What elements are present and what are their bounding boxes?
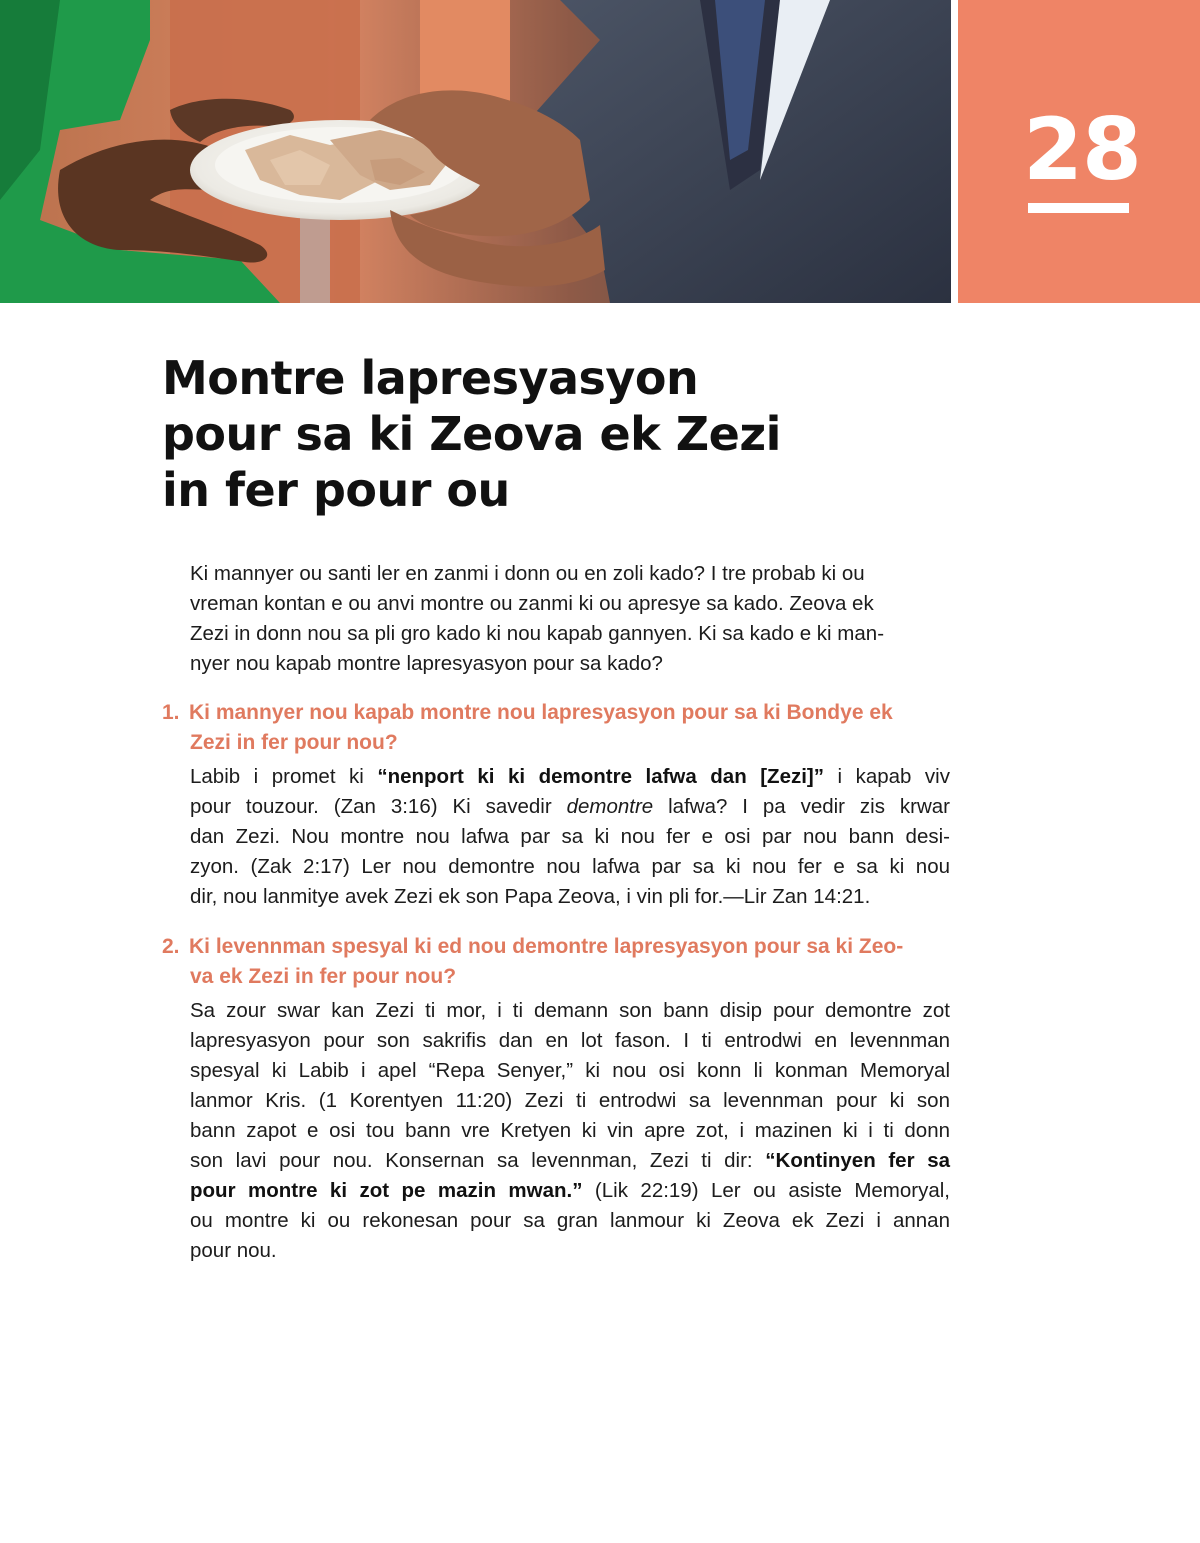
answer-text: i kapab viv (824, 765, 950, 788)
answer-text: lafwa? I pa vedir zis krwar (653, 795, 950, 818)
answer-text: spesyal ki Labib i apel “Repa Senyer,” ki nou osi konn li konman Memoryal (190, 1059, 950, 1082)
chapter-badge (958, 0, 1200, 303)
emphasis-word: demontre (566, 795, 654, 818)
answer-text: son lavi pour nou. Konsernan sa levennman, Zezi ti dir: (190, 1149, 766, 1172)
answer-text: ou montre ki ou rekonesan pour sa gran lanmour ki Zeova ek Zezi i annan (190, 1209, 950, 1232)
answer-text: Labib i promet ki (190, 765, 378, 788)
intro-line: Ki mannyer ou santi ler en zanmi i donn ou en zoli kado? I tre probab ki ou (190, 562, 865, 585)
intro-line: Zezi in donn nou sa pli gro kado ki nou kapab gannyen. Ki sa kado e ki man- (190, 622, 885, 645)
bread-plate-illustration (0, 0, 951, 303)
question-2 (162, 932, 952, 992)
answer-text: dir, nou lanmitye avek Zezi ek son Papa Zeova, i vin pli for.—Lir Zan 14:21. (190, 885, 871, 908)
question-number: 1. (162, 701, 180, 724)
scripture-quote: “Kontinyen fer sa (765, 1149, 950, 1172)
question-text: va ek Zezi in fer pour nou? (190, 965, 457, 988)
title-line: pour sa ki Zeova ek Zezi (162, 407, 781, 461)
intro-line: vreman kontan e ou anvi montre ou zanmi ki ou apresye sa kado. Zeova ek (190, 592, 874, 615)
question-1 (162, 698, 952, 758)
page-title (162, 350, 862, 518)
chapter-underline (1028, 203, 1129, 213)
answer-paragraph-2 (190, 996, 950, 1266)
title-line: in fer pour ou (162, 463, 510, 517)
question-number: 2. (162, 935, 180, 958)
answer-paragraph-1 (190, 762, 950, 912)
question-text: Ki mannyer nou kapab montre nou lapresyasyon pour sa ki Bondye ek (189, 701, 893, 724)
answer-text: Sa zour swar kan Zezi ti mor, i ti demann son bann disip pour demontre zot (190, 999, 950, 1022)
question-text: Zezi in fer pour nou? (190, 731, 398, 754)
answer-text: pour nou. (190, 1239, 277, 1262)
scripture-quote: “nenport ki ki demontre lafwa dan [Zezi]” (377, 765, 824, 788)
answer-text: (Lik 22:19) Ler ou asiste Memoryal, (582, 1179, 950, 1202)
answer-text: zyon. (Zak 2:17) Ler nou demontre nou lafwa par sa ki nou fer e sa ki nou (190, 855, 950, 878)
intro-line: nyer nou kapab montre lapresyasyon pour sa kado? (190, 652, 663, 675)
header-photo (0, 0, 951, 303)
answer-text: lapresyasyon pour son sakrifis dan en lot fason. I ti entrodwi en levennman (190, 1029, 950, 1052)
answer-text: bann zapot e osi tou bann vre Kretyen ki vin apre zot, i mazinen ki i ti donn (190, 1119, 950, 1142)
answer-text: pour touzour. (Zan 3:16) Ki savedir (190, 795, 567, 818)
title-line: Montre lapresyasyon (162, 351, 699, 405)
scripture-quote: pour montre ki zot pe mazin mwan.” (190, 1179, 583, 1202)
intro-paragraph (190, 559, 950, 679)
answer-text: dan Zezi. Nou montre nou lafwa par sa ki nou fer e osi par nou bann desi- (190, 825, 950, 848)
chapter-number: 28 (1023, 100, 1141, 200)
answer-text: lanmor Kris. (1 Korentyen 11:20) Zezi ti entrodwi sa levennman pour ki son (190, 1089, 950, 1112)
question-text: Ki levennman spesyal ki ed nou demontre lapresyasyon pour sa ki Zeo- (189, 935, 904, 958)
